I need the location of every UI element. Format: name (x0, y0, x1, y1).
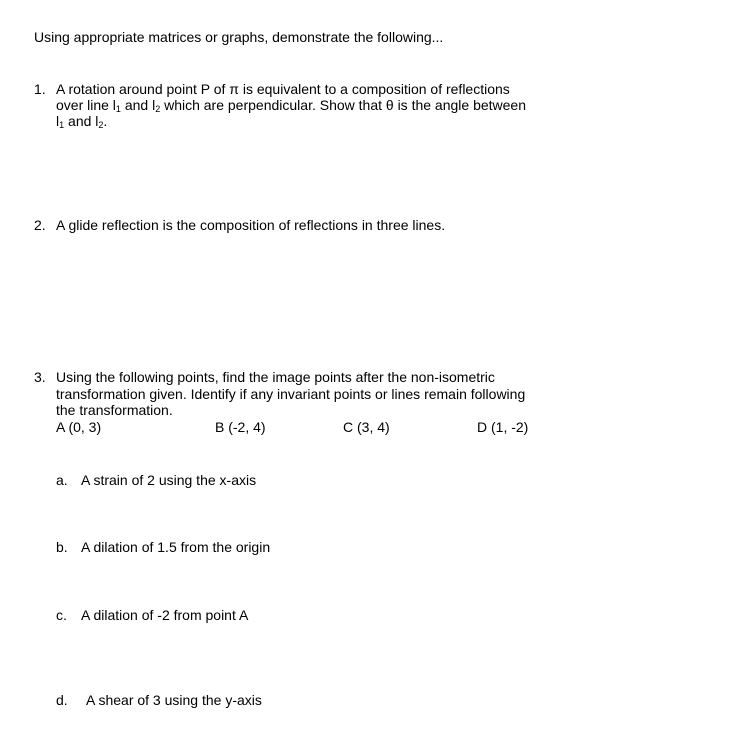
intro-text: Using appropriate matrices or graphs, demonstrate the following... (34, 29, 444, 45)
part-d-text: A shear of 3 using the y-axis (86, 692, 262, 708)
point-a: A (0, 3) (56, 419, 102, 435)
subscript: 2 (155, 104, 161, 114)
part-b-letter: b. (56, 539, 68, 555)
part-d-letter: d. (56, 692, 68, 708)
point-b: B (-2, 4) (215, 419, 266, 435)
subscript: 1 (115, 104, 121, 114)
part-b-text: A dilation of 1.5 from the origin (81, 539, 271, 555)
q1-line2 (56, 97, 526, 114)
q2-number: 2. (34, 217, 46, 233)
part-c-text: A dilation of -2 from point A (81, 607, 249, 623)
q1-text: . (103, 113, 108, 129)
q3-line2: transformation given. Identify if any invariant points or lines remain following (56, 386, 526, 402)
q1-text: and l (64, 113, 99, 129)
q1-number: 1. (34, 81, 46, 97)
part-a-text: A strain of 2 using the x-axis (81, 472, 257, 488)
point-c: C (3, 4) (343, 419, 390, 435)
q1-text: l (56, 113, 60, 129)
subscript: 1 (59, 120, 65, 130)
subscript: 2 (98, 120, 104, 130)
q1-text: over line l (56, 97, 116, 113)
part-c-letter: c. (56, 607, 67, 623)
q2-text: A glide reflection is the composition of reflections in three lines. (56, 217, 446, 233)
q1-line3 (56, 113, 107, 130)
q3-line3: the transformation. (56, 402, 173, 418)
q3-number: 3. (34, 369, 46, 385)
q3-line1: Using the following points, find the image points after the non-isometric (56, 369, 495, 385)
q1-text: which are perpendicular. Show that θ is the angle between (160, 97, 526, 113)
part-a-letter: a. (56, 472, 68, 488)
q1-text: and l (120, 97, 156, 113)
point-d: D (1, -2) (477, 419, 529, 435)
q1-line1: A rotation around point P of π is equivalent to a composition of reflections (56, 81, 510, 97)
